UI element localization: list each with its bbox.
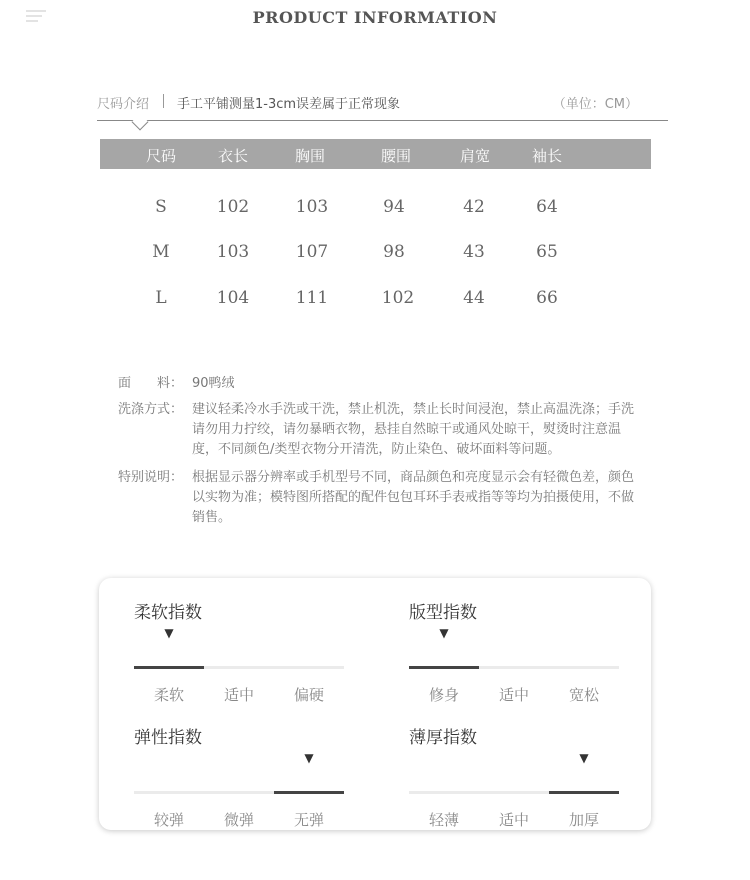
table-cell: 94 (383, 197, 405, 217)
table-cell: 102 (216, 197, 250, 217)
wash-info (118, 400, 648, 460)
marker-icon: ▼ (164, 626, 174, 640)
index-option: 加厚 (568, 811, 600, 829)
index-option: 较弹 (153, 811, 185, 829)
column-header: 腰围 (380, 147, 412, 165)
index-option: 偏硬 (293, 686, 325, 704)
index-option: 无弹 (293, 811, 325, 829)
index-card (99, 578, 651, 830)
table-row (100, 242, 651, 266)
column-header: 衣长 (217, 147, 249, 165)
size-chart-label: 尺码介绍 (97, 97, 150, 112)
index-option: 宽松 (568, 686, 600, 704)
index-fill (134, 666, 204, 669)
table-cell: L (155, 288, 167, 308)
table-cell: 102 (381, 288, 415, 308)
table-cell: 44 (463, 288, 485, 308)
special-note-value: 根据显示器分辨率或手机型号不同，商品颜色和亮度显示会有轻微色差，颜色以实物为准；模特图所搭配的配件包包耳环手表戒指等等均为拍摄使用，不做销售。 (192, 470, 635, 525)
index-title: 版型指数 (409, 603, 477, 623)
size-table-header (100, 139, 651, 169)
size-chart-header (97, 92, 668, 112)
page-title: PRODUCT INFORMATION (252, 8, 498, 27)
index-option: 适中 (498, 811, 530, 829)
index-option: 修身 (428, 686, 460, 704)
index-title: 弹性指数 (134, 728, 202, 748)
index-option: 适中 (498, 686, 530, 704)
fit-index (409, 598, 621, 708)
marker-icon: ▼ (579, 751, 589, 765)
table-cell: 104 (216, 288, 250, 308)
table-cell: 64 (536, 197, 558, 217)
index-title: 柔软指数 (134, 603, 202, 623)
index-option: 柔软 (153, 686, 185, 704)
table-cell: 65 (536, 242, 558, 262)
table-cell: 111 (295, 288, 329, 308)
thickness-index (409, 723, 621, 833)
column-header: 袖长 (531, 147, 563, 165)
table-cell: 43 (463, 242, 485, 262)
table-row (100, 288, 651, 312)
index-fill (274, 791, 344, 794)
table-cell: S (155, 197, 167, 217)
table-row (100, 197, 651, 221)
wash-value: 建议轻柔冷水手洗或干洗，禁止机洗，禁止长时间浸泡，禁止高温洗涤；手洗请勿用力拧绞，请勿暴晒衣物，悬挂自然晾干或通风处晾干，熨烫时注意温度，不同颜色/类型衣物分开清洗，防止染色、破坏面料等问题。 (192, 402, 635, 457)
softness-index (134, 598, 346, 708)
marker-icon: ▼ (304, 751, 314, 765)
fabric-label: 面 料： (118, 376, 184, 391)
column-header: 尺码 (145, 147, 177, 165)
header-rule (97, 120, 668, 121)
wash-label: 洗涤方式： (118, 402, 184, 417)
special-note-label: 特别说明： (118, 470, 184, 485)
fabric-value: 90鸭绒 (192, 376, 235, 391)
table-cell: 42 (463, 197, 485, 217)
special-note (118, 468, 648, 528)
fabric-info (118, 374, 648, 394)
marker-icon: ▼ (439, 626, 449, 640)
table-cell: M (152, 242, 170, 262)
unit-label: （单位：CM） (552, 97, 638, 112)
column-header: 胸围 (294, 147, 326, 165)
index-fill (549, 791, 619, 794)
index-option: 适中 (223, 686, 255, 704)
table-cell: 66 (536, 288, 558, 308)
divider (163, 94, 164, 108)
index-title: 薄厚指数 (409, 728, 477, 748)
index-option: 轻薄 (428, 811, 460, 829)
table-cell: 103 (216, 242, 250, 262)
column-header: 肩宽 (459, 147, 491, 165)
measurement-note: 手工平铺测量1-3cm误差属于正常现象 (177, 97, 401, 112)
index-track (409, 791, 619, 794)
index-fill (409, 666, 479, 669)
table-cell: 103 (295, 197, 329, 217)
table-cell: 98 (383, 242, 405, 262)
index-track (134, 666, 344, 669)
index-track (409, 666, 619, 669)
index-track (134, 791, 344, 794)
index-option: 微弹 (223, 811, 255, 829)
table-cell: 107 (295, 242, 329, 262)
elasticity-index (134, 723, 346, 833)
rule-notch (132, 114, 149, 131)
